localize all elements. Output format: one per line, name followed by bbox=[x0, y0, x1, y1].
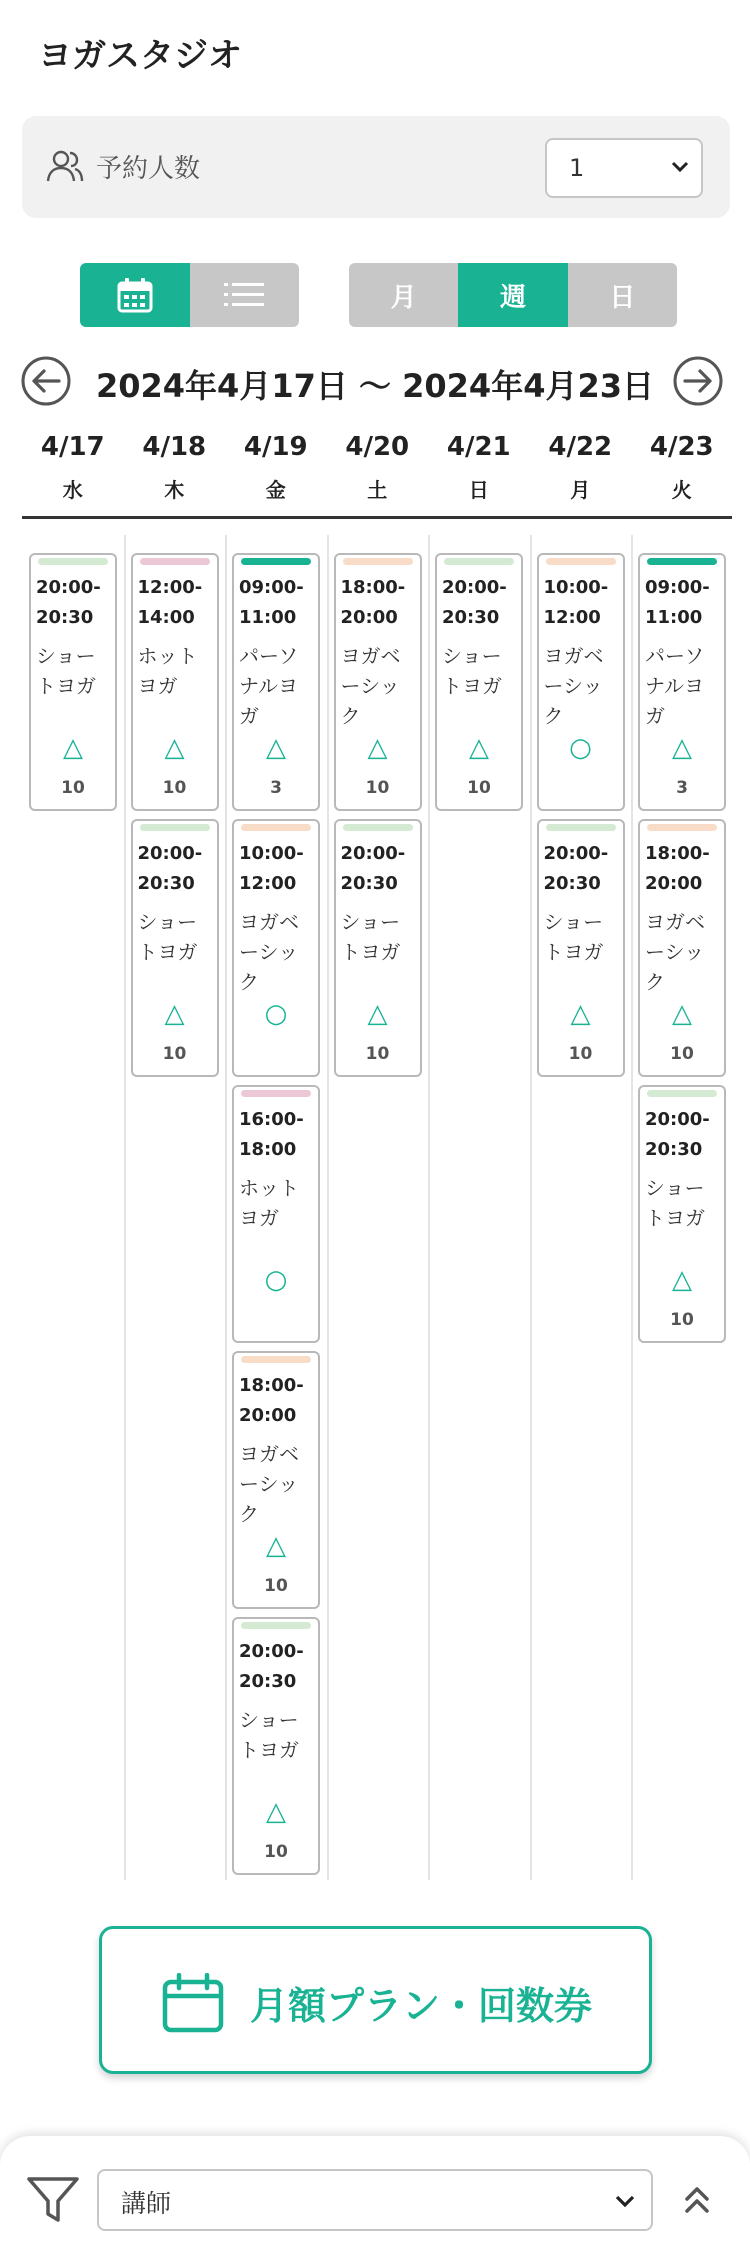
tab-day[interactable]: 日 bbox=[568, 263, 677, 327]
class-time-end: 12:00 bbox=[543, 607, 601, 628]
category-bar bbox=[343, 824, 413, 831]
class-time-start: 20:00- bbox=[340, 843, 406, 864]
availability-mark: ○ bbox=[264, 999, 288, 1029]
category-bar bbox=[444, 558, 514, 565]
class-card[interactable] bbox=[232, 1351, 320, 1609]
class-time bbox=[239, 1105, 304, 1165]
category-bar bbox=[241, 824, 311, 831]
availability-mark: △ bbox=[672, 1265, 692, 1295]
availability-mark: △ bbox=[266, 1531, 286, 1561]
availability-mark: △ bbox=[672, 733, 692, 763]
class-time-start: 16:00- bbox=[239, 1109, 304, 1130]
class-time-end: 20:00 bbox=[645, 873, 703, 894]
remaining-count: 10 bbox=[670, 1310, 694, 1330]
class-time bbox=[239, 573, 304, 633]
column-separator bbox=[225, 535, 227, 1880]
category-bar bbox=[241, 1090, 311, 1097]
people-count-panel bbox=[22, 116, 730, 218]
class-time-start: 20:00- bbox=[645, 1109, 710, 1130]
category-bar bbox=[140, 558, 210, 565]
availability-mark: △ bbox=[164, 999, 185, 1029]
class-time bbox=[544, 573, 609, 633]
class-time bbox=[239, 839, 304, 899]
class-time-end: 11:00 bbox=[645, 607, 703, 628]
class-time-start: 10:00- bbox=[239, 843, 304, 864]
class-name: ショートヨガ bbox=[36, 644, 96, 698]
availability-mark: △ bbox=[63, 733, 83, 763]
filter-icon[interactable] bbox=[26, 2172, 80, 2226]
category-bar bbox=[241, 1622, 311, 1629]
class-card[interactable] bbox=[131, 819, 219, 1077]
remaining-count: 10 bbox=[365, 1044, 390, 1064]
day-date: 4/23 bbox=[649, 432, 714, 462]
availability-mark: ○ bbox=[569, 733, 592, 763]
category-bar bbox=[140, 824, 210, 831]
availability-mark: △ bbox=[164, 733, 185, 763]
class-name: ショートヨガ bbox=[340, 910, 401, 964]
class-time-start: 09:00- bbox=[645, 577, 710, 598]
class-time-start: 10:00- bbox=[543, 577, 609, 598]
class-time bbox=[138, 839, 203, 899]
remaining-count: 10 bbox=[365, 778, 390, 798]
class-time-start: 20:00- bbox=[137, 843, 203, 864]
class-name: ヨガベーシック bbox=[645, 910, 705, 994]
tab-month[interactable]: 月 bbox=[349, 263, 458, 327]
class-name: ショートヨガ bbox=[442, 644, 502, 698]
class-card[interactable] bbox=[537, 553, 625, 811]
class-time-start: 20:00- bbox=[543, 843, 609, 864]
day-header bbox=[327, 432, 427, 503]
column-separator bbox=[530, 535, 532, 1880]
class-name: ヨガベーシック bbox=[543, 644, 604, 728]
class-time-end: 20:30 bbox=[543, 873, 601, 894]
class-time-end: 18:00 bbox=[239, 1139, 297, 1160]
class-time bbox=[442, 573, 507, 633]
class-time-end: 20:30 bbox=[442, 607, 500, 628]
class-card[interactable] bbox=[131, 553, 219, 811]
availability-mark: ○ bbox=[264, 1265, 288, 1295]
day-header bbox=[124, 432, 224, 503]
monthly-plan-button[interactable] bbox=[99, 1926, 652, 2074]
class-time-end: 12:00 bbox=[239, 873, 297, 894]
header-divider bbox=[22, 516, 732, 519]
class-time bbox=[341, 839, 406, 899]
class-time-end: 20:00 bbox=[239, 1405, 297, 1426]
class-time-end: 20:00 bbox=[340, 607, 398, 628]
class-time bbox=[239, 1371, 304, 1431]
category-bar bbox=[343, 558, 413, 565]
class-time bbox=[645, 839, 710, 899]
class-card[interactable] bbox=[232, 1617, 320, 1875]
class-name: ショートヨガ bbox=[543, 910, 604, 964]
category-bar bbox=[647, 824, 717, 831]
class-time-end: 11:00 bbox=[239, 607, 297, 628]
instructor-filter-select[interactable] bbox=[97, 2169, 653, 2231]
availability-mark: △ bbox=[266, 1797, 286, 1827]
class-name: ホットヨガ bbox=[137, 644, 198, 698]
day-header bbox=[226, 432, 326, 503]
availability-mark: △ bbox=[367, 733, 388, 763]
class-time bbox=[341, 573, 406, 633]
class-name: ヨガベーシック bbox=[239, 1442, 299, 1526]
day-date: 4/20 bbox=[345, 432, 410, 462]
class-time-end: 20:30 bbox=[645, 1139, 703, 1160]
class-time-end: 20:30 bbox=[340, 873, 398, 894]
availability-mark: △ bbox=[367, 999, 388, 1029]
class-time bbox=[645, 573, 710, 633]
calendar-icon bbox=[162, 1973, 224, 2033]
class-name: ヨガベーシック bbox=[340, 644, 401, 728]
day-date: 4/19 bbox=[243, 432, 308, 462]
class-time-end: 14:00 bbox=[137, 607, 195, 628]
class-card[interactable] bbox=[29, 553, 117, 811]
class-name: ショートヨガ bbox=[645, 1176, 705, 1230]
class-time-end: 20:30 bbox=[36, 607, 94, 628]
column-separator bbox=[124, 535, 126, 1880]
day-date: 4/17 bbox=[40, 432, 105, 462]
people-count-label: 予約人数 bbox=[96, 154, 201, 184]
day-weekday: 金 bbox=[265, 478, 286, 502]
category-bar bbox=[241, 558, 311, 565]
remaining-count: 3 bbox=[676, 778, 688, 798]
day-weekday: 土 bbox=[367, 478, 388, 502]
category-bar bbox=[546, 824, 616, 831]
remaining-count: 10 bbox=[162, 778, 187, 798]
day-date: 4/22 bbox=[548, 432, 613, 462]
availability-mark: △ bbox=[469, 733, 489, 763]
remaining-count: 10 bbox=[467, 778, 491, 798]
class-name: パーソナルヨガ bbox=[239, 644, 299, 728]
class-name: ホットヨガ bbox=[239, 1176, 299, 1230]
category-bar bbox=[647, 558, 717, 565]
day-weekday: 水 bbox=[62, 478, 83, 502]
day-header bbox=[429, 432, 529, 503]
class-card[interactable] bbox=[232, 553, 320, 811]
class-name: ヨガベーシック bbox=[239, 910, 299, 994]
remaining-count: 10 bbox=[162, 1044, 187, 1064]
monthly-plan-label: 月額プラン・回数券 bbox=[250, 1984, 593, 2028]
remaining-count: 10 bbox=[61, 778, 85, 798]
instructor-filter-value: 講師 bbox=[121, 2189, 172, 2218]
day-date: 4/21 bbox=[446, 432, 511, 462]
remaining-count: 3 bbox=[270, 778, 282, 798]
calendar-icon bbox=[117, 277, 153, 313]
period-tabs bbox=[349, 263, 677, 327]
day-header bbox=[632, 432, 732, 503]
class-card[interactable] bbox=[334, 819, 422, 1077]
class-name: ショートヨガ bbox=[239, 1708, 299, 1762]
class-time-start: 18:00- bbox=[340, 577, 406, 598]
class-time bbox=[138, 573, 203, 633]
calendar-view-button[interactable] bbox=[80, 263, 190, 327]
arrow-right-circle-icon[interactable] bbox=[672, 355, 724, 407]
people-count-value: 1 bbox=[569, 154, 585, 182]
category-bar bbox=[241, 1356, 311, 1363]
day-weekday: 月 bbox=[570, 478, 591, 502]
view-toggle bbox=[80, 263, 299, 327]
class-time-start: 09:00- bbox=[239, 577, 304, 598]
list-icon bbox=[224, 281, 264, 309]
category-bar bbox=[38, 558, 108, 565]
remaining-count: 10 bbox=[670, 1044, 694, 1064]
availability-mark: △ bbox=[570, 999, 591, 1029]
category-bar bbox=[546, 558, 616, 565]
class-time-start: 18:00- bbox=[239, 1375, 304, 1396]
class-card[interactable] bbox=[537, 819, 625, 1077]
class-name: パーソナルヨガ bbox=[645, 644, 705, 728]
day-date: 4/18 bbox=[142, 432, 207, 462]
column-separator bbox=[327, 535, 329, 1880]
class-card[interactable] bbox=[435, 553, 523, 811]
list-view-button[interactable] bbox=[190, 263, 300, 327]
chevron-down-icon bbox=[613, 2189, 637, 2213]
class-card[interactable] bbox=[334, 553, 422, 811]
app-title: ヨガスタジオ bbox=[38, 36, 242, 76]
day-weekday: 日 bbox=[468, 478, 489, 502]
remaining-count: 10 bbox=[568, 1044, 593, 1064]
remaining-count: 10 bbox=[264, 1842, 288, 1862]
class-time bbox=[36, 573, 101, 633]
class-time-start: 20:00- bbox=[239, 1641, 304, 1662]
class-time bbox=[239, 1637, 304, 1697]
class-card[interactable] bbox=[638, 819, 726, 1077]
availability-mark: △ bbox=[672, 999, 692, 1029]
day-weekday: 火 bbox=[671, 478, 692, 502]
remaining-count: 10 bbox=[264, 1576, 288, 1596]
tab-week[interactable]: 週 bbox=[458, 263, 567, 327]
category-bar bbox=[647, 1090, 717, 1097]
class-time-start: 20:00- bbox=[36, 577, 101, 598]
class-card[interactable] bbox=[232, 1085, 320, 1343]
filter-bar bbox=[0, 2136, 750, 2253]
class-time-end: 20:30 bbox=[137, 873, 195, 894]
day-weekday: 木 bbox=[164, 478, 185, 502]
double-chevron-up-icon[interactable] bbox=[680, 2182, 714, 2216]
class-time-start: 20:00- bbox=[442, 577, 507, 598]
class-time-start: 18:00- bbox=[645, 843, 710, 864]
class-card[interactable] bbox=[638, 1085, 726, 1343]
class-card[interactable] bbox=[232, 819, 320, 1077]
day-header bbox=[23, 432, 123, 503]
column-separator bbox=[428, 535, 430, 1880]
people-count-select[interactable] bbox=[545, 138, 703, 198]
day-header bbox=[530, 432, 630, 503]
class-time-end: 20:30 bbox=[239, 1671, 297, 1692]
class-card[interactable] bbox=[638, 553, 726, 811]
class-time bbox=[544, 839, 609, 899]
availability-mark: △ bbox=[266, 733, 286, 763]
week-range-label: 2024年4月17日 〜 2024年4月23日 bbox=[95, 367, 654, 405]
chevron-down-icon bbox=[669, 155, 691, 177]
class-time bbox=[645, 1105, 710, 1165]
class-name: ショートヨガ bbox=[137, 910, 198, 964]
people-icon bbox=[46, 148, 84, 184]
column-separator bbox=[631, 535, 633, 1880]
class-time-start: 12:00- bbox=[137, 577, 203, 598]
